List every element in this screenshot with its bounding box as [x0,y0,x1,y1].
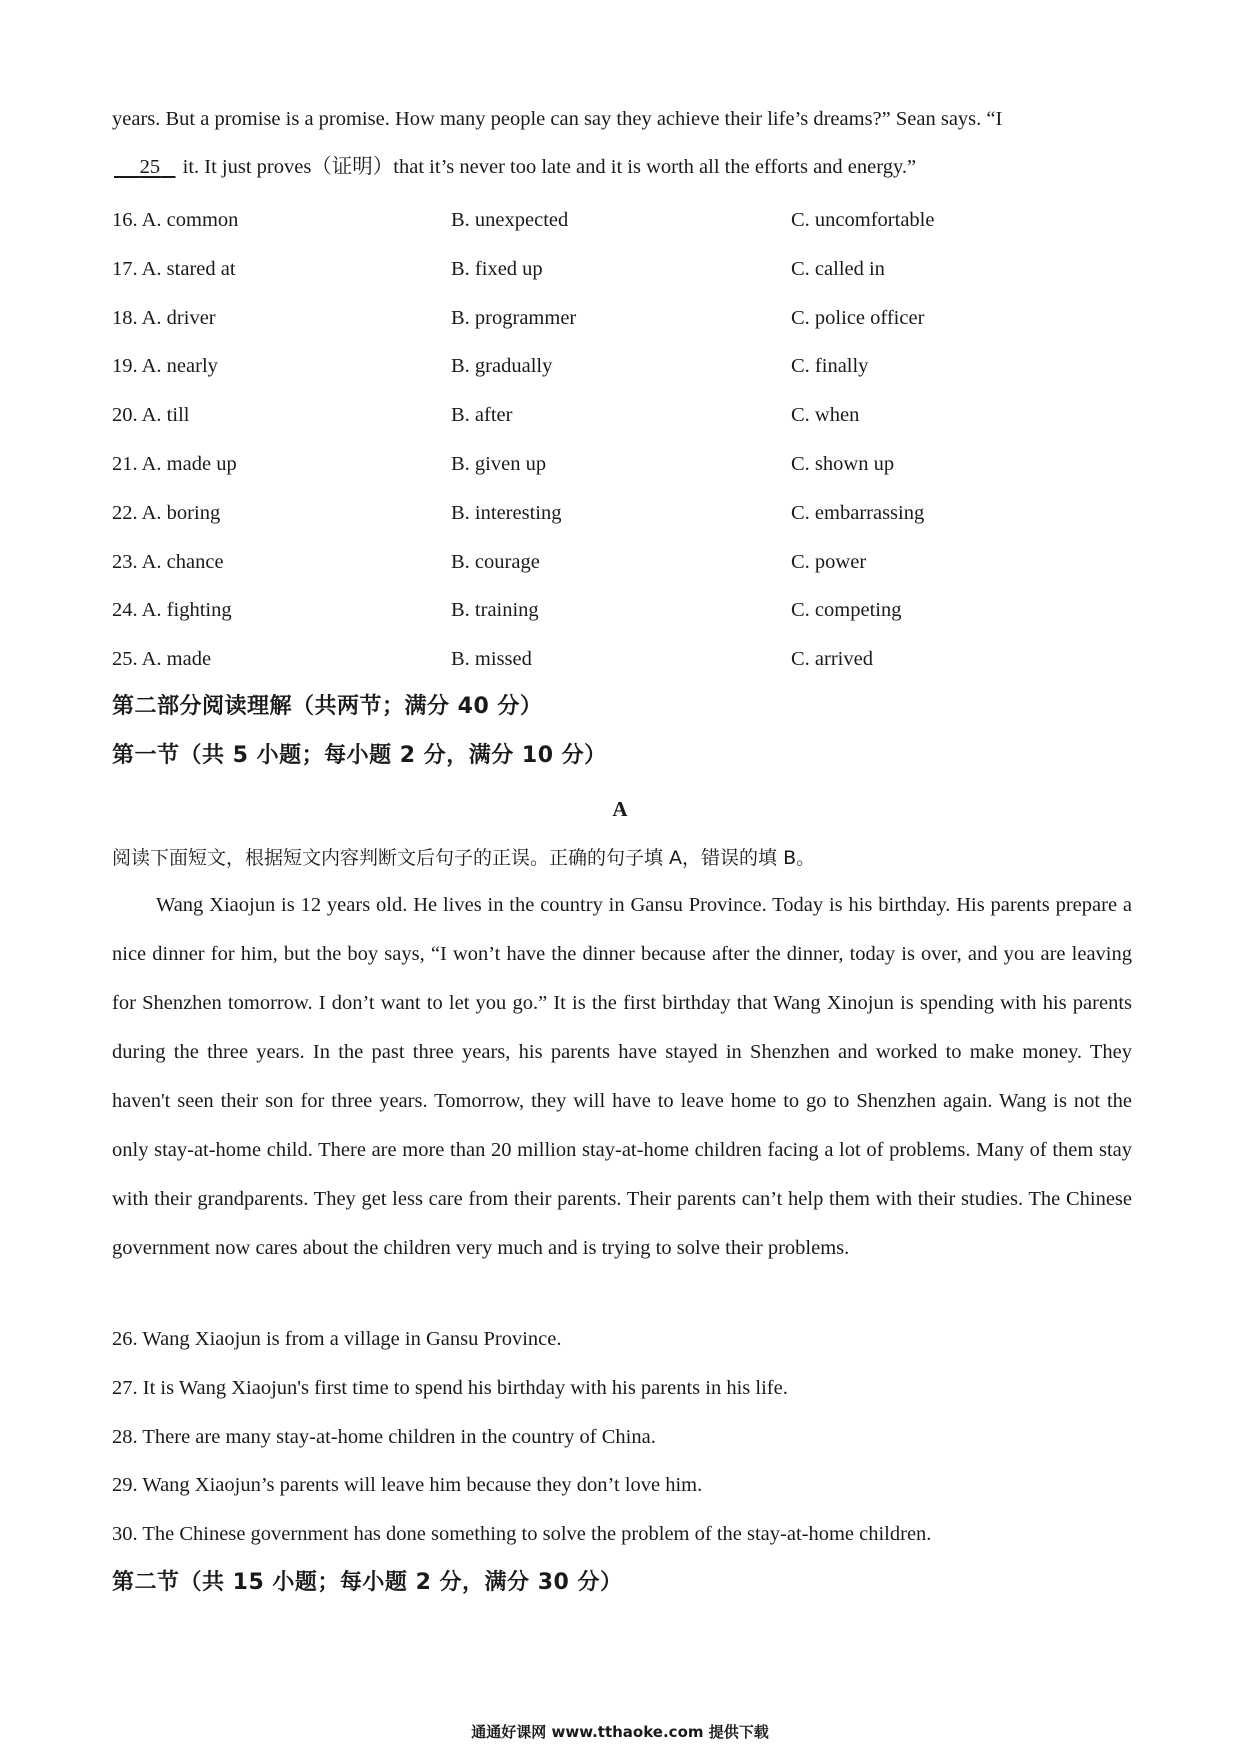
option-c: C. finally [791,355,869,378]
option-row [112,500,1132,526]
statement-item: 27. It is Wang Xiaojun's first time to spend his birthday with his parents in his life. [112,1376,788,1399]
option-b: B. programmer [451,306,577,329]
option-a: 16. A. common [112,209,239,231]
option-c: C. embarrassing [791,501,925,524]
option-row [112,402,1132,428]
passage-text: years. But a promise is a promise. How many people can say they achieve their life’s dreams?” Sean says. “I [112,108,1003,130]
option-b: B. given up [451,453,547,475]
passage-body: Wang Xiaojun is 12 years old. He lives in the country in Gansu Province. Today is his birthday. His parents prepare a nice dinner for him, but the boy says, “I won’t have the dinner because after the dinner, today is over, and you are leaving for Shenzhen tomorrow. I don’t want to let you go.” It is the first birthday that Wang Xinojun is spending with his parents during the three years. In the past three years, his parents have stayed in Shenzhen and worked to make money. They haven't seen their son for three years. Tomorrow, they will have to leave home to go to Shenzhen again. Wang is not the only stay-at-home child. There are more than 20 million stay-at-home children facing a lot of problems. Many of them stay with their grandparents. They get less care from their parents. Their parents can’t help them with their studies. The Chinese government now cares about the children very much and is trying to solve their problems. [112,894,1132,1259]
footer-credit: 通通好课网 www.tthaoke.com 提供下载 [471,1723,769,1741]
option-row [112,305,1132,331]
option-a: 24. A. fighting [112,599,232,622]
statement-item: 30. The Chinese government has done something to solve the problem of the stay-at-home children. [112,1523,932,1546]
statement-item: 26. Wang Xiaojun is from a village in Gansu Province. [112,1328,562,1350]
option-a: 21. A. made up [112,453,237,475]
option-b: B. courage [451,550,540,573]
passage-end-line-2 [112,154,1132,180]
option-c: C. shown up [791,453,895,475]
option-b: B. fixed up [451,257,543,280]
option-row [112,597,1132,623]
statement-item: 29. Wang Xiaojun’s parents will leave him because they don’t love him. [112,1474,703,1497]
option-a: 23. A. chance [112,550,224,573]
option-a: 22. A. boring [112,501,221,524]
option-row [112,256,1132,282]
statement-item: 28. There are many stay-at-home children in the country of China. [112,1425,656,1448]
option-c: C. called in [791,257,885,280]
answer-blank-25 [112,154,178,180]
option-b: B. unexpected [451,209,569,231]
passage-instruction: 阅读下面短文，根据短文内容判断文后句子的正误。正确的句子填 A，错误的填 B。 [112,847,816,869]
passage-end-line-1 [112,106,1132,132]
option-row [112,549,1132,575]
option-b: B. training [451,599,539,622]
section1-heading: 第一节（共 5 小题；每小题 2 分，满分 10 分） [112,743,607,768]
blank-number: 25 [139,156,161,178]
option-a: 19. A. nearly [112,355,218,378]
option-b: B. gradually [451,355,553,378]
option-row [112,451,1132,477]
option-row [112,353,1132,379]
option-c: C. uncomfortable [791,209,935,231]
passage-text: it. It just proves（证明）that it’s never too late and it is worth all the efforts and energy.” [177,156,917,178]
option-a: 18. A. driver [112,306,216,329]
option-a: 17. A. stared at [112,257,236,280]
option-a: 20. A. till [112,404,190,427]
section2-heading: 第二节（共 15 小题；每小题 2 分，满分 30 分） [112,1570,623,1595]
option-c: C. when [791,404,860,427]
option-c: C. competing [791,599,902,622]
option-row [112,207,1132,233]
option-a: 25. A. made [112,648,212,671]
option-b: B. missed [451,648,532,671]
option-row [112,646,1132,672]
passage-title: A [612,797,628,821]
option-b: B. interesting [451,501,562,524]
option-c: C. power [791,550,867,573]
part2-heading: 第二部分阅读理解（共两节；满分 40 分） [112,694,543,719]
option-c: C. arrived [791,648,873,671]
option-b: B. after [451,404,513,427]
option-c: C. police officer [791,306,925,329]
